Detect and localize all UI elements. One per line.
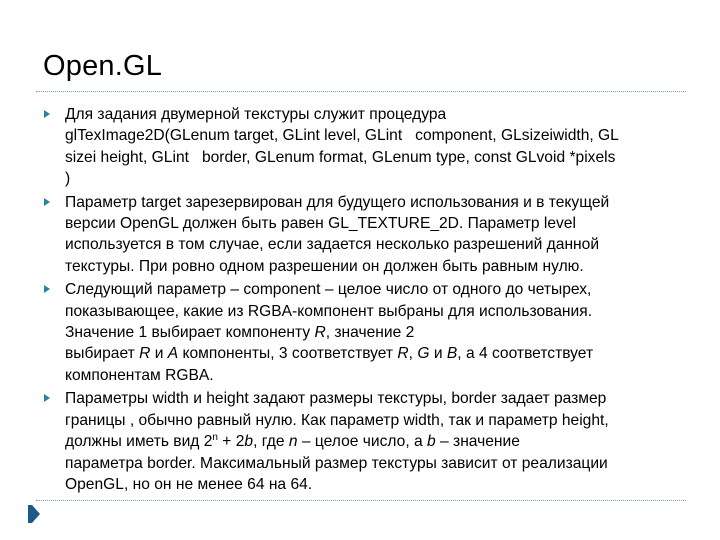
- italic-term: R: [397, 345, 409, 363]
- bullet-list: [43, 104, 685, 497]
- bullet-line: компонентам RGBA.: [65, 366, 214, 384]
- text-run: должны иметь вид 2: [65, 433, 213, 451]
- slide-corner-icon: [28, 505, 40, 523]
- text-run: выбирает: [65, 345, 140, 363]
- text-run: и: [429, 345, 447, 363]
- bullet-item: [43, 104, 685, 190]
- italic-term: G: [417, 345, 430, 363]
- bullet-line: [65, 324, 414, 341]
- bullet-arrow-icon: [44, 285, 50, 293]
- corner-triangle: [32, 505, 40, 523]
- bullet-line: параметра border. Максимальный размер текстуры зависит от реализации: [65, 454, 608, 472]
- text-run: компоненты, 3 соответствует: [178, 345, 398, 363]
- bullet-line: [65, 345, 593, 362]
- text-run: и: [150, 345, 168, 363]
- bullet-line: ): [65, 170, 71, 188]
- bullet-line: границы , обычно равный нулю. Как параметр width, так и параметр height,: [65, 411, 609, 429]
- bullet-line: Для задания двумерной текстуры служит процедура: [65, 106, 447, 123]
- bullet-arrow-icon: [44, 394, 50, 402]
- text-run: , а 4 соответствует: [457, 345, 594, 363]
- bullet-arrow-icon: [44, 198, 50, 206]
- text-run: Значение 1 выбирает компоненту: [65, 324, 315, 342]
- bullet-line: показывающее, какие из RGBA-компонент выбраны для использования.: [65, 302, 593, 320]
- italic-term: n: [288, 433, 298, 451]
- text-run: – целое число, а: [297, 433, 428, 451]
- bullet-line: Параметры width и height задают размеры текстуры, border задает размер: [65, 390, 607, 408]
- text-run: , где: [253, 433, 289, 451]
- bullet-line: [65, 433, 520, 450]
- italic-term: R: [314, 324, 326, 342]
- bullet-item: [43, 192, 685, 278]
- bullet-line: версии OpenGL должен быть равен GL_TEXTURE_2D. Параметр level: [65, 215, 576, 233]
- italic-term: A: [167, 345, 179, 363]
- title-divider: [36, 91, 686, 92]
- bullet-line: Параметр target зарезервирован для будущего использования и в текущей: [65, 193, 610, 211]
- text-run: ,: [408, 345, 418, 363]
- italic-term: B: [446, 345, 458, 363]
- italic-term: b: [427, 433, 436, 451]
- bullet-line: используется в том случае, если задается несколько разрешений данной: [65, 236, 600, 254]
- bullet-arrow-icon: [44, 110, 50, 118]
- bullet-line: Следующий параметр – component – целое число от одного до четырех,: [65, 281, 592, 299]
- footer-divider: [36, 500, 686, 501]
- italic-term: b: [244, 433, 254, 451]
- bullet-item: [43, 388, 685, 495]
- bullet-line: OpenGL, но он не менее 64 на 64.: [65, 475, 313, 493]
- bullet-line: текстуры. При ровно одном разрешении он должен быть равным нулю.: [65, 257, 584, 275]
- text-run: , значение 2: [325, 324, 415, 342]
- bullet-line: sizei height, GLint border, GLenum format, GLenum type, const GLvoid *pixels: [65, 148, 616, 166]
- slide-title: Open.GL: [43, 50, 163, 82]
- bullet-line: glTexImage2D(GLenum target, GLint level, GLint component, GLsizeiwidth, GL: [65, 127, 619, 145]
- superscript: n: [212, 431, 218, 443]
- text-run: + 2: [217, 433, 245, 451]
- text-run: – значение: [435, 433, 520, 451]
- bullet-item: [43, 279, 685, 386]
- italic-term: R: [139, 345, 151, 363]
